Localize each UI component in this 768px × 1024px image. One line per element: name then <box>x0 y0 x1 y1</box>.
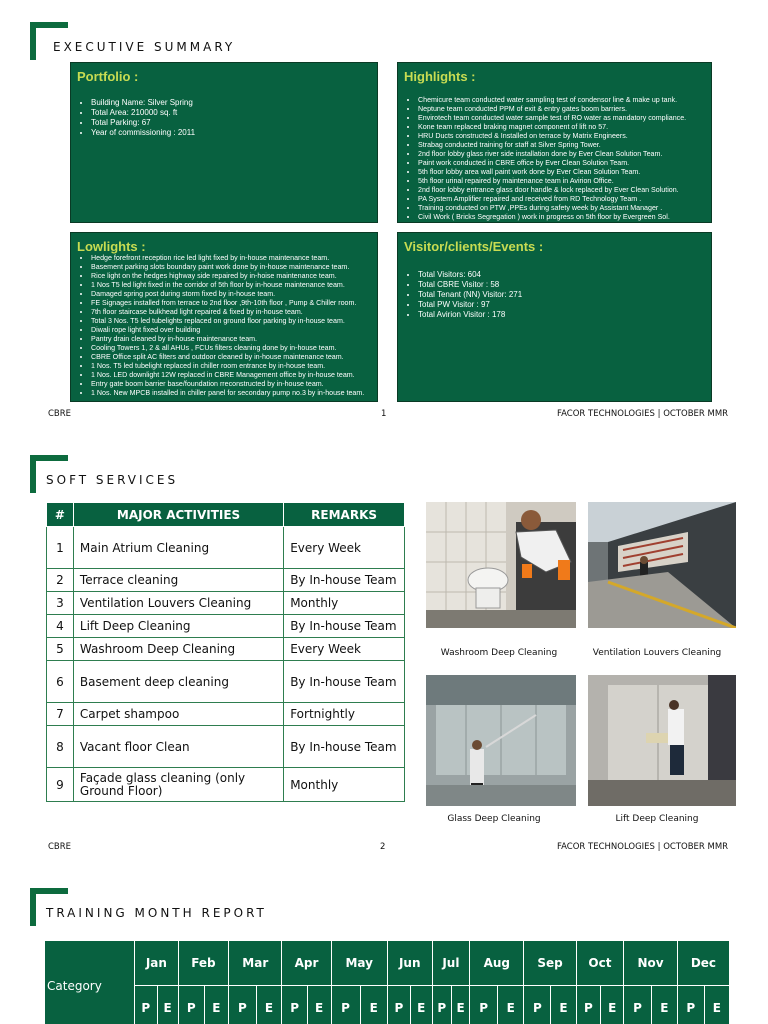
remarks-cell: By In-house Team <box>284 569 405 592</box>
caption-glass: Glass Deep Cleaning <box>447 814 541 824</box>
highlights-panel <box>397 62 712 223</box>
remarks-cell: By In-house Team <box>284 726 405 768</box>
planned-cell: P <box>178 986 204 1024</box>
planned-cell: P <box>624 986 652 1024</box>
highlights-heading: Highlights : <box>404 69 476 84</box>
visitor-item: • Total CBRE Visitor : 58 <box>418 280 711 290</box>
highlight-item: • Neptune team conducted PPM of exit & entry gates boom barriers. <box>418 105 711 114</box>
planned-cell: P <box>229 986 256 1024</box>
louvers-photo-illustration <box>588 502 736 628</box>
caption-louvers: Ventilation Louvers Cleaning <box>592 648 722 658</box>
table-row <box>47 638 405 661</box>
planned-cell: P <box>331 986 360 1024</box>
activity-cell: Main Atrium Cleaning <box>73 527 283 569</box>
table-header-row <box>47 503 405 527</box>
lowlight-item: • 1 Nos T5 led light fixed in the corridor of 5th floor by in-house maintenance team. <box>91 281 377 290</box>
row-number: 3 <box>47 592 74 615</box>
lowlight-item: • FE Signages installed from terrace to 2nd floor ,9th-10th floor , Pump & Chiller room. <box>91 299 377 308</box>
planned-cell: P <box>576 986 601 1024</box>
lowlights-heading: Lowlights : <box>77 239 146 254</box>
training-month-row <box>45 941 730 986</box>
executed-cell: E <box>410 986 432 1024</box>
footer-left: CBRE <box>48 842 72 852</box>
portfolio-item: • Total Parking: 67 <box>91 118 377 128</box>
planned-cell: P <box>470 986 498 1024</box>
month-header-dec: Dec <box>677 941 729 986</box>
highlight-item: • Strabag conducted training for staff at Silver Spring Tower. <box>418 141 711 150</box>
highlight-item: • Chemicure team conducted water sampling test of condensor line & make up tank. <box>418 96 711 105</box>
visitors-heading: Visitor/clients/Events : <box>404 239 544 254</box>
page-title-soft-services: SOFT SERVICES <box>46 473 179 487</box>
table-row <box>47 569 405 592</box>
highlight-item: • Paint work conducted in CBRE office by Ever Clean Solution Team. <box>418 159 711 168</box>
glass-photo-illustration <box>426 675 576 806</box>
executed-cell: E <box>551 986 576 1024</box>
lowlight-item: • Hedge forefront reception rice led light fixed by in-house maintenance team. <box>91 254 377 263</box>
highlight-item: • 5th floor lobby area wall paint work done by Ever Clean Solution Team. <box>418 168 711 177</box>
table-row <box>47 661 405 703</box>
planned-cell: P <box>524 986 551 1024</box>
lowlight-item: • Damaged spring post during storm fixed by in-house team. <box>91 290 377 299</box>
planned-cell: P <box>387 986 410 1024</box>
month-header-oct: Oct <box>576 941 624 986</box>
visitor-item: • Total PW Visitor : 97 <box>418 300 711 310</box>
month-header-may: May <box>331 941 387 986</box>
table-row <box>47 527 405 569</box>
row-number: 4 <box>47 615 74 638</box>
highlight-item: • PA System Amplifier repaired and received from RD Technology Team . <box>418 195 711 204</box>
lowlights-panel <box>70 232 378 402</box>
month-header-jan: Jan <box>135 941 179 986</box>
executed-cell: E <box>651 986 677 1024</box>
page-title-training-report: TRAINING MONTH REPORT <box>46 906 267 920</box>
executed-cell: E <box>704 986 729 1024</box>
portfolio-panel <box>70 62 378 223</box>
footer-right: FACOR TECHNOLOGIES | OCTOBER MMR <box>557 409 729 419</box>
lowlight-item: • Entry gate boom barrier base/foundation rreconstructed by in-house team. <box>91 380 377 389</box>
lowlights-list <box>71 254 377 398</box>
training-category-cell: Category <box>45 941 135 1024</box>
activity-cell: Basement deep cleaning <box>73 661 283 703</box>
visitor-item: • Total Tenant (NN) Visitor: 271 <box>418 290 711 300</box>
remarks-cell: Every Week <box>284 638 405 661</box>
row-number: 9 <box>47 768 74 802</box>
photo-lift-deep-cleaning <box>588 675 736 806</box>
executed-cell: E <box>498 986 524 1024</box>
caption-lift: Lift Deep Cleaning <box>615 814 699 824</box>
month-header-apr: Apr <box>282 941 331 986</box>
lowlight-item: • Cooling Towers 1, 2 & all AHUs , FCUs filters cleaning done by in-house team. <box>91 344 377 353</box>
activity-cell: Lift Deep Cleaning <box>73 615 283 638</box>
row-number: 8 <box>47 726 74 768</box>
highlight-item: • HRU Ducts constructed & Installed on terrace by Matrix Engineers. <box>418 132 711 141</box>
table-row <box>47 768 405 802</box>
executed-cell: E <box>601 986 624 1024</box>
highlight-item: • Kone team replaced braking magnet component of lift no 57. <box>418 123 711 132</box>
planned-cell: P <box>135 986 158 1024</box>
portfolio-list <box>71 98 377 138</box>
footer-right: FACOR TECHNOLOGIES | OCTOBER MMR <box>557 842 729 852</box>
activity-cell: Ventilation Louvers Cleaning <box>73 592 283 615</box>
page-title-executive-summary: EXECUTIVE SUMMARY <box>53 40 236 54</box>
portfolio-item: • Total Area: 210000 sq. ft <box>91 108 377 118</box>
footer-page-number: 1 <box>381 409 387 419</box>
month-header-nov: Nov <box>624 941 678 986</box>
row-number: 1 <box>47 527 74 569</box>
activity-cell: Carpet shampoo <box>73 703 283 726</box>
training-pe-row <box>45 986 730 1024</box>
highlight-item: • Civil Work ( Bricks Segregation ) work in progress on 5th floor by Evergreen Sol. <box>418 213 711 222</box>
activity-cell: Façade glass cleaning (only Ground Floor) <box>73 768 283 802</box>
month-header-jun: Jun <box>387 941 432 986</box>
col-header-remarks: REMARKS <box>284 503 405 527</box>
remarks-cell: Every Week <box>284 527 405 569</box>
portfolio-item: • Building Name: Silver Spring <box>91 98 377 108</box>
planned-cell: P <box>282 986 307 1024</box>
table-row <box>47 726 405 768</box>
footer-left: CBRE <box>48 409 72 419</box>
portfolio-heading: Portfolio : <box>77 69 139 84</box>
executed-cell: E <box>451 986 469 1024</box>
photo-ventilation-louvers-cleaning <box>588 502 736 628</box>
highlight-item: • Training conducted on PTW ,PPEs during safety week by Assistant Manager . <box>418 204 711 213</box>
lowlight-item: • 1 Nos. New MPCB installed in chiller panel for secondary pump no.3 by in-house team. <box>91 389 377 398</box>
executed-cell: E <box>360 986 387 1024</box>
lift-photo-illustration <box>588 675 736 806</box>
month-header-jul: Jul <box>432 941 470 986</box>
visitors-panel <box>397 232 712 402</box>
row-number: 7 <box>47 703 74 726</box>
row-number: 5 <box>47 638 74 661</box>
lowlight-item: • Pantry drain cleaned by in-house maintenance team. <box>91 335 377 344</box>
photo-washroom-deep-cleaning <box>426 502 576 628</box>
remarks-cell: Fortnightly <box>284 703 405 726</box>
month-header-feb: Feb <box>178 941 228 986</box>
planned-cell: P <box>432 986 451 1024</box>
activity-cell: Washroom Deep Cleaning <box>73 638 283 661</box>
activity-cell: Vacant floor Clean <box>73 726 283 768</box>
lowlight-item: • Total 3 Nos. T5 led tubelights replaced on ground floor parking by in-house team. <box>91 317 377 326</box>
highlight-item: • 2nd floor lobby glass river side installation done by Ever Clean Solution Team. <box>418 150 711 159</box>
remarks-cell: By In-house Team <box>284 661 405 703</box>
executed-cell: E <box>204 986 228 1024</box>
visitor-item: • Total Avirion Visitor : 178 <box>418 310 711 320</box>
lowlight-item: • Rice light on the hedges highway side repaired by in-hoise maintenance team. <box>91 272 377 281</box>
table-row <box>47 615 405 638</box>
remarks-cell: Monthly <box>284 592 405 615</box>
month-header-aug: Aug <box>470 941 524 986</box>
table-row <box>47 703 405 726</box>
visitor-item: • Total Visitors: 604 <box>418 270 711 280</box>
visitors-list <box>398 270 711 320</box>
highlight-item: • 5th floor urinal repaired by maintenance team in Avirion Office. <box>418 177 711 186</box>
executed-cell: E <box>256 986 282 1024</box>
lowlight-item: • 7th floor staircase bulkhead light repaired & fixed by in-house team. <box>91 308 377 317</box>
footer-page-number: 2 <box>380 842 386 852</box>
month-header-mar: Mar <box>229 941 282 986</box>
remarks-cell: By In-house Team <box>284 615 405 638</box>
highlights-list <box>398 96 711 222</box>
lowlight-item: • Basement parking slots boundary paint work done by in-house maintenance team. <box>91 263 377 272</box>
lowlight-item: • CBRE Office split AC filters and outdoor cleaned by in-house maintenance team. <box>91 353 377 362</box>
training-table <box>44 940 730 1024</box>
lowlight-item: • 1 Nos. T5 led tubelight replaced in chiller room entrance by in-house team. <box>91 362 377 371</box>
lowlight-item: • 1 Nos. LED downlight 12W replaced in CBRE Management office by in-house team. <box>91 371 377 380</box>
soft-services-table <box>46 502 405 802</box>
highlight-item: • 2nd floor lobby entrance glass door handle & lock replaced by Ever Clean Solution. <box>418 186 711 195</box>
activity-cell: Terrace cleaning <box>73 569 283 592</box>
executed-cell: E <box>157 986 178 1024</box>
photo-glass-deep-cleaning <box>426 675 576 806</box>
lowlight-item: • Diwali rope light fixed over building <box>91 326 377 335</box>
col-header-activities: MAJOR ACTIVITIES <box>73 503 283 527</box>
planned-cell: P <box>677 986 704 1024</box>
month-header-sep: Sep <box>524 941 576 986</box>
washroom-photo-illustration <box>426 502 576 628</box>
executed-cell: E <box>307 986 331 1024</box>
col-header-number: # <box>47 503 74 527</box>
highlight-item: • Envirotech team conducted water sample test of RO water as mandatory compliance. <box>418 114 711 123</box>
row-number: 6 <box>47 661 74 703</box>
remarks-cell: Monthly <box>284 768 405 802</box>
caption-washroom: Washroom Deep Cleaning <box>440 648 558 658</box>
portfolio-item: • Year of commissioning : 2011 <box>91 128 377 138</box>
table-row <box>47 592 405 615</box>
row-number: 2 <box>47 569 74 592</box>
